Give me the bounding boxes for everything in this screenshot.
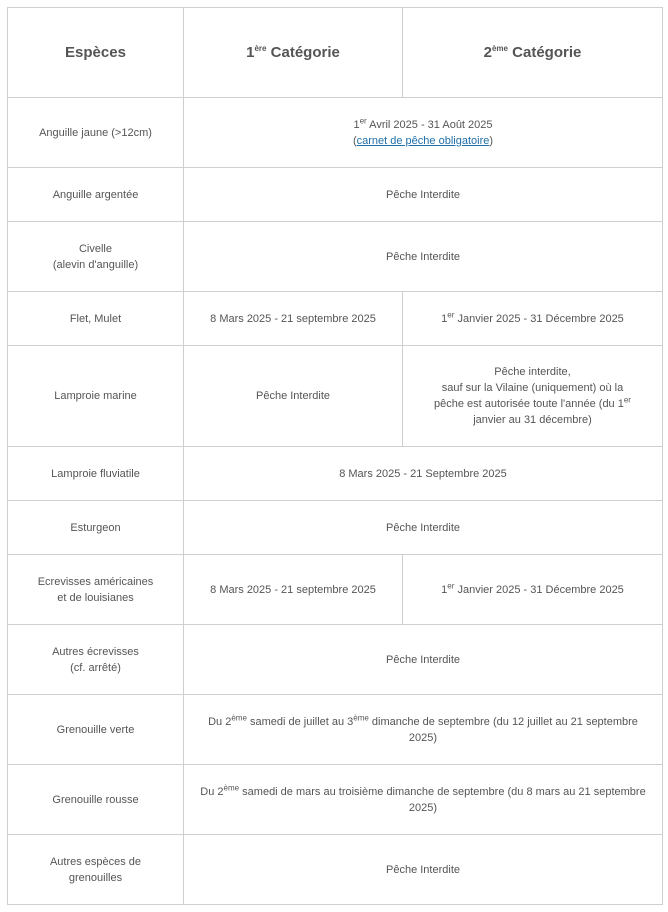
table-row bbox=[8, 292, 663, 346]
species-cell: Anguille jaune (>12cm) bbox=[8, 98, 184, 168]
table-row bbox=[8, 98, 663, 168]
period-cell: 8 Mars 2025 - 21 Septembre 2025 bbox=[184, 447, 663, 501]
species-cell: Lamproie marine bbox=[8, 346, 184, 447]
species-cell: Grenouille rousse bbox=[8, 765, 184, 835]
species-cell: Ecrevisses américaines et de louisianes bbox=[8, 555, 184, 625]
species-cell: Grenouille verte bbox=[8, 695, 184, 765]
species-cell: Lamproie fluviatile bbox=[8, 447, 184, 501]
header-species: Espèces bbox=[8, 8, 184, 98]
period-cell: Pêche Interdite bbox=[184, 835, 663, 905]
species-cell: Autres espèces de grenouilles bbox=[8, 835, 184, 905]
species-cell: Flet, Mulet bbox=[8, 292, 184, 346]
species-cell: Civelle (alevin d'anguille) bbox=[8, 222, 184, 292]
period-cell: Pêche Interdite bbox=[184, 625, 663, 695]
table-row bbox=[8, 555, 663, 625]
fishing-periods-table bbox=[7, 7, 663, 905]
period-cell: Du 2ème samedi de juillet au 3ème dimanche de septembre (du 12 juillet au 21 septembre 2025) bbox=[184, 695, 663, 765]
table-row bbox=[8, 835, 663, 905]
table-row bbox=[8, 222, 663, 292]
period-cell-cat1: 8 Mars 2025 - 21 septembre 2025 bbox=[184, 555, 403, 625]
table-row bbox=[8, 346, 663, 447]
species-cell: Autres écrevisses (cf. arrêté) bbox=[8, 625, 184, 695]
table-row bbox=[8, 447, 663, 501]
fishing-logbook-link[interactable]: carnet de pêche obligatoire bbox=[356, 134, 490, 147]
header-category-2: 2ème Catégorie bbox=[403, 8, 663, 98]
period-cell: Pêche Interdite bbox=[184, 501, 663, 555]
period-cell-cat1: Pêche Interdite bbox=[184, 346, 403, 447]
period-cell: Pêche Interdite bbox=[184, 168, 663, 222]
header-category-1: 1ère Catégorie bbox=[184, 8, 403, 98]
species-cell: Anguille argentée bbox=[8, 168, 184, 222]
table-row bbox=[8, 501, 663, 555]
period-cell: Du 2ème samedi de mars au troisième dimanche de septembre (du 8 mars au 21 septembre 2025) bbox=[184, 765, 663, 835]
species-cell: Esturgeon bbox=[8, 501, 184, 555]
period-cell-cat1: 8 Mars 2025 - 21 septembre 2025 bbox=[184, 292, 403, 346]
table-row bbox=[8, 168, 663, 222]
period-cell-cat2: 1er Janvier 2025 - 31 Décembre 2025 bbox=[403, 292, 663, 346]
table-row bbox=[8, 765, 663, 835]
period-cell-cat2: Pêche interdite, sauf sur la Vilaine (uniquement) où la pêche est autorisée toute l'année (du 1er janvier au 31 décembre) bbox=[403, 346, 663, 447]
period-cell-cat2: 1er Janvier 2025 - 31 Décembre 2025 bbox=[403, 555, 663, 625]
table-header-row bbox=[8, 8, 663, 98]
table-row bbox=[8, 625, 663, 695]
period-cell: Pêche Interdite bbox=[184, 222, 663, 292]
period-cell: 1er Avril 2025 - 31 Août 2025 (carnet de pêche obligatoire) bbox=[184, 98, 663, 168]
table-row bbox=[8, 695, 663, 765]
